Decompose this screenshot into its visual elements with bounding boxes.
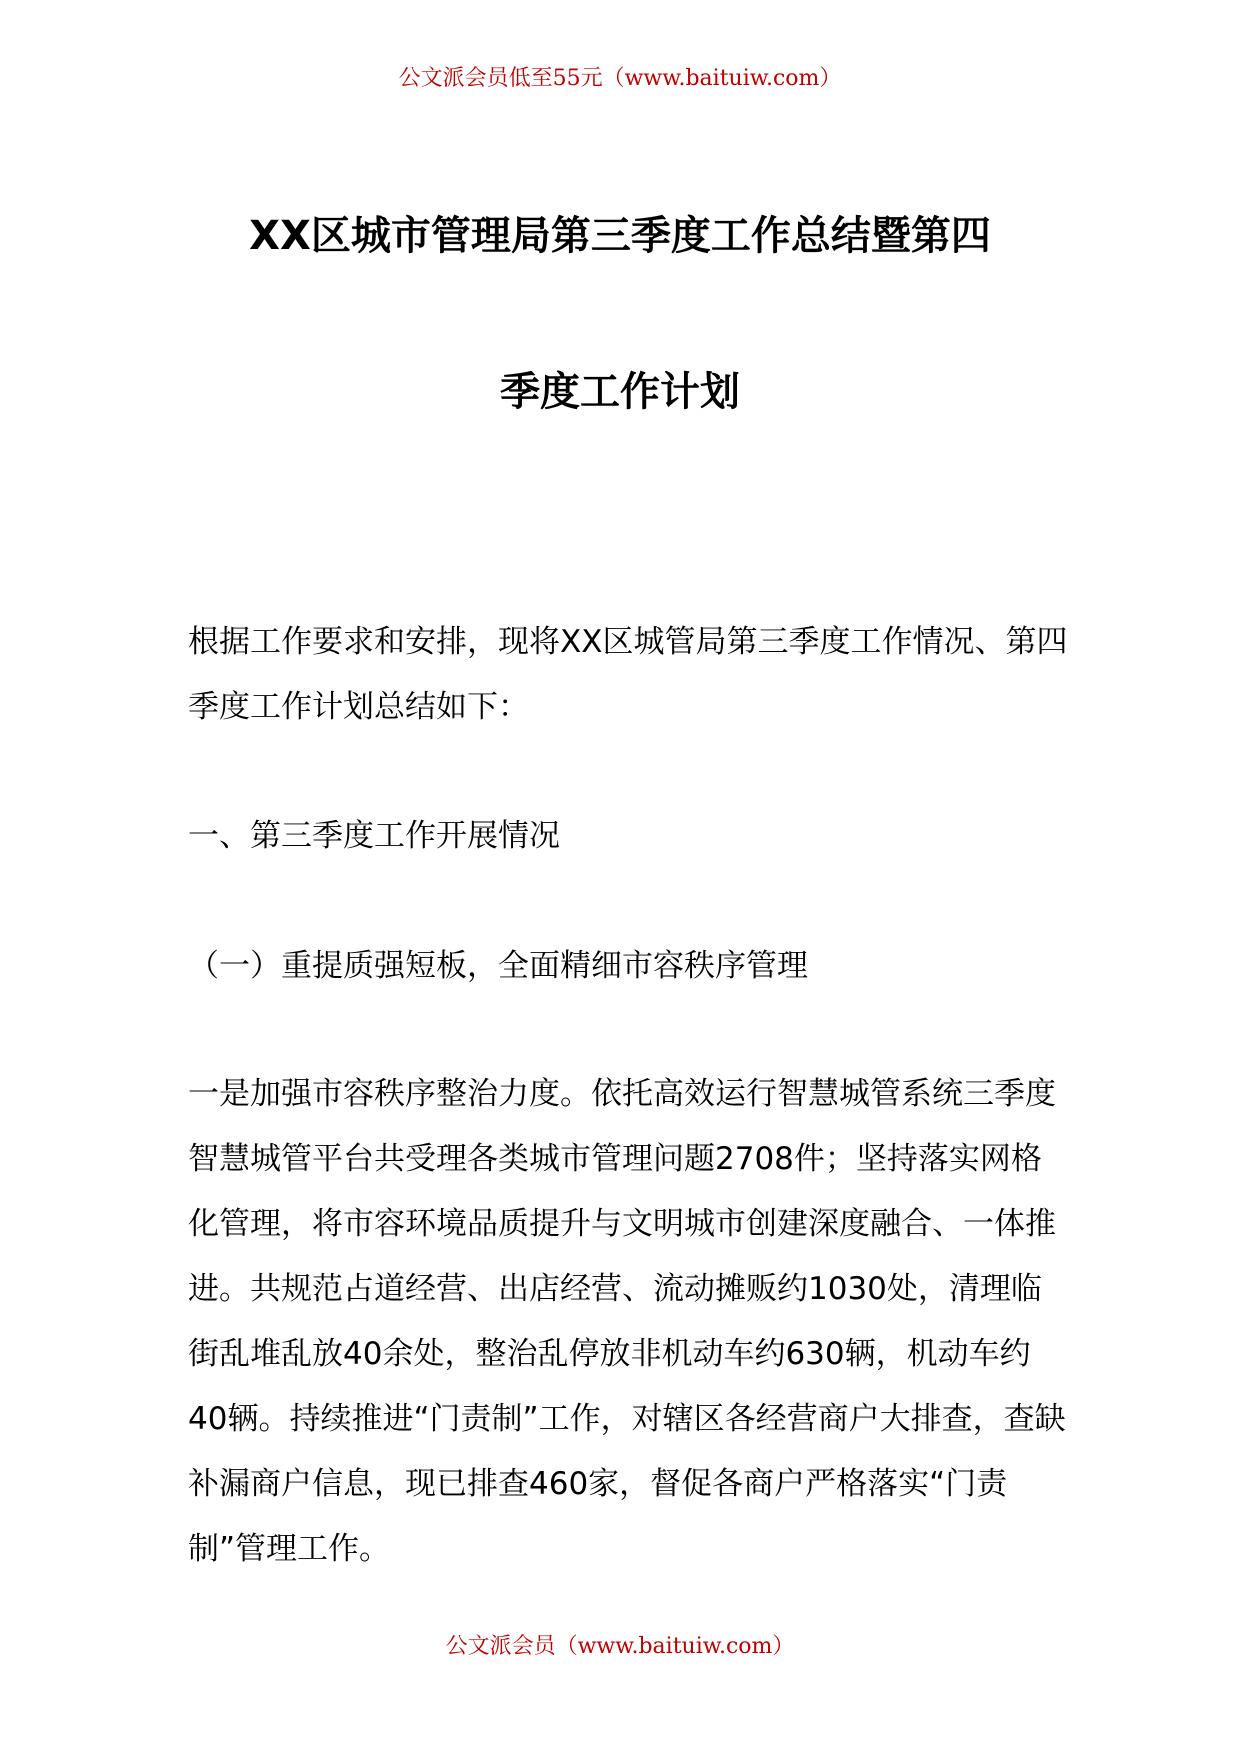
header-watermark: 公文派会员低至55元（www.baituiw.com） — [398, 66, 842, 91]
intro-paragraph: 根据工作要求和安排，现将XX区城管局第三季度工作情况、第四季度工作计划总结如下： — [188, 624, 1068, 725]
document-title-line-1: XX区城市管理局第三季度工作总结暨第四 — [249, 213, 991, 259]
footer-watermark: 公文派会员（www.baituiw.com） — [445, 1634, 795, 1659]
document-title-line-2: 季度工作计划 — [500, 369, 740, 415]
subsection-heading: （一）重提质强短板，全面精细市容秩序管理 — [188, 948, 808, 984]
section-heading: 一、第三季度工作开展情况 — [188, 818, 560, 854]
body-paragraph: 一是加强市容秩序整治力度。依托高效运行智慧城管系统三季度智慧城管平台共受理各类城市管理问题2708件；坚持落实网格化管理，将市容环境品质提升与文明城市创建深度融合、一体推进。共规范占道经营、出店经营、流动摊贩约1030处，清理临街乱堆乱放40余处，整治乱停放非机动车约630辆，机动车约40辆。持续推进“门责制”工作，对辖区各经营商户大排查，查缺补漏商户信息，现已排查460家，督促各商户严格落实“门责制”管理工作。 — [188, 1076, 1066, 1567]
